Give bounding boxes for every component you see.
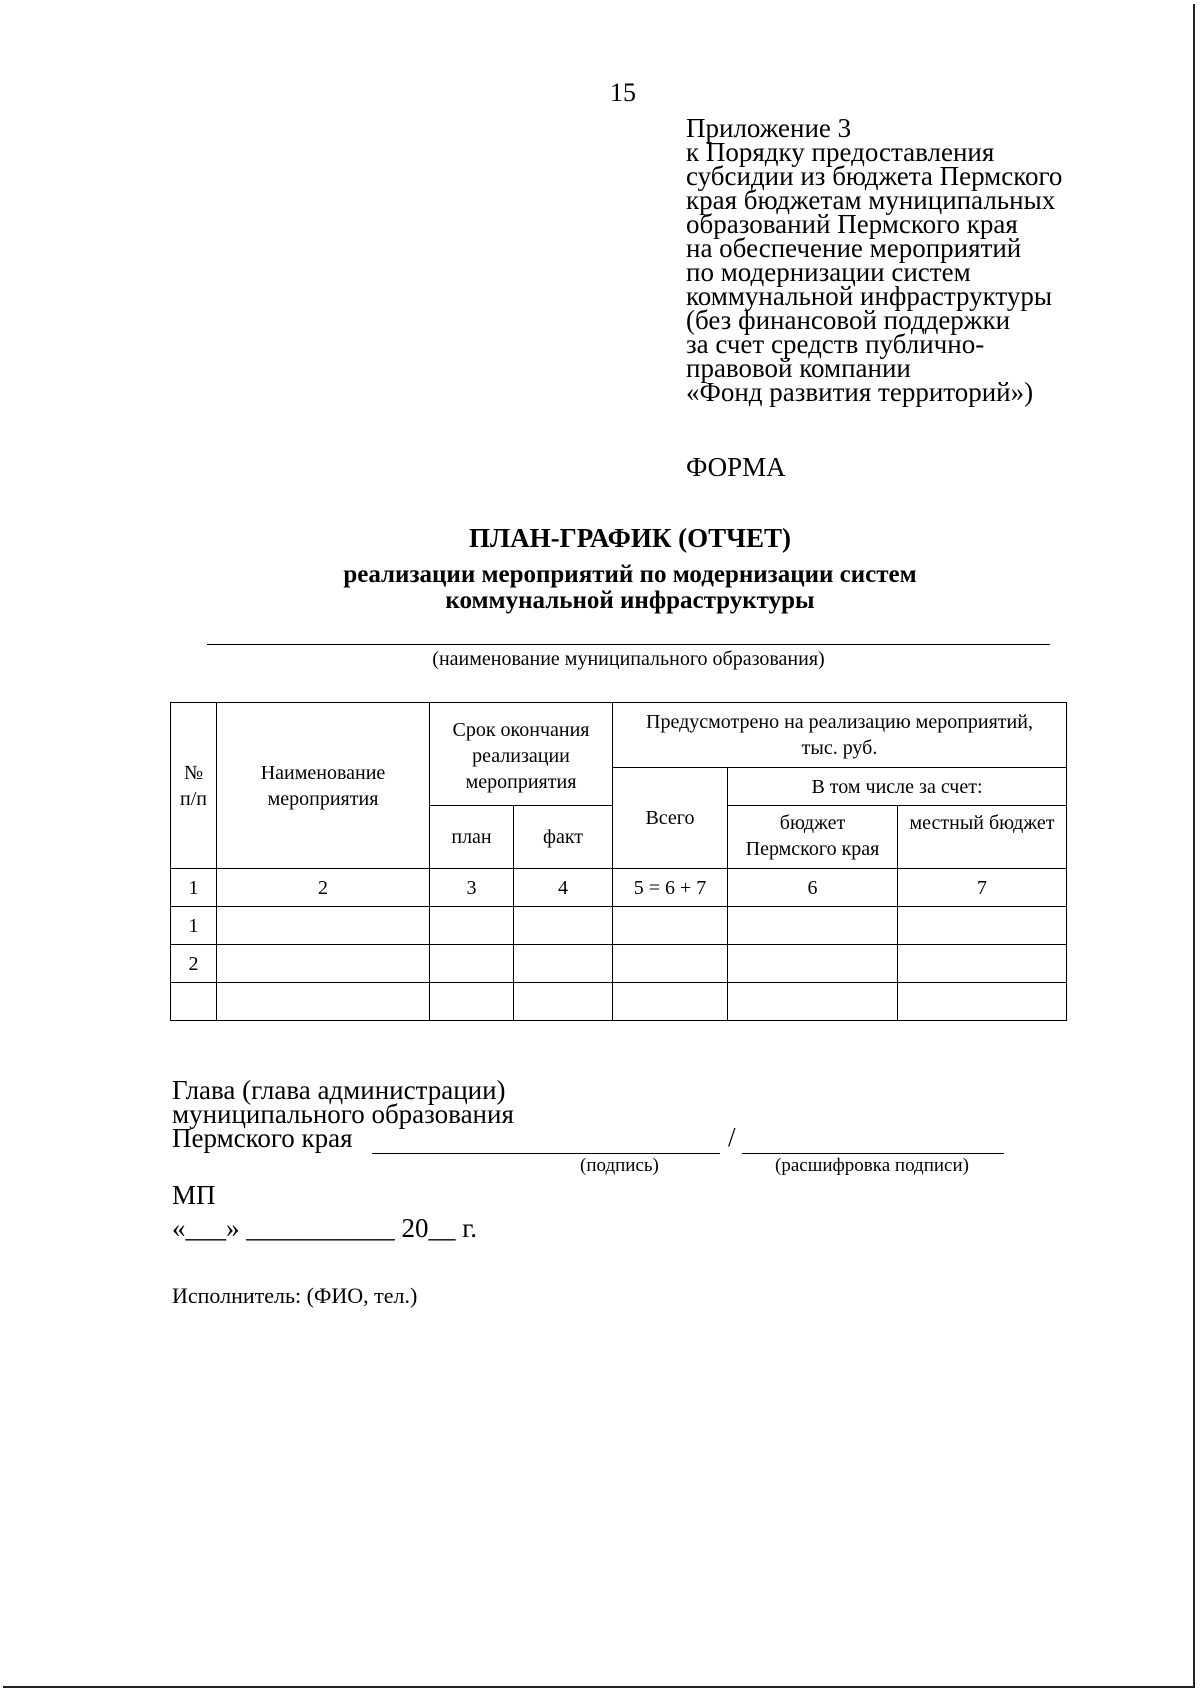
header-text: Наименование: [260, 761, 386, 784]
table-cell: [898, 983, 1067, 1021]
subtitle-line: реализации мероприятий по модернизации систем: [343, 561, 917, 588]
table-cell: [514, 907, 613, 945]
table-cell: [430, 983, 514, 1021]
date-line: «___» ___________ 20__ г.: [172, 1213, 478, 1243]
table-row: [171, 907, 1067, 945]
header-text: Пермского края: [745, 838, 880, 860]
appendix-line: «Фонд развития территорий»): [686, 377, 1034, 407]
table-cell: [217, 907, 430, 945]
header-plan: план: [430, 806, 514, 869]
table-cell: [514, 983, 613, 1021]
header-text: Срок окончания: [452, 719, 590, 741]
appendix-heading: [686, 113, 1063, 407]
page-number: 15: [610, 78, 636, 107]
signature-block: [172, 1075, 514, 1153]
table-cell: 5 = 6 + 7: [613, 869, 728, 907]
header-text: Предусмотрено на реализацию мероприятий,: [646, 711, 1033, 733]
appendix-line: правовой компании: [686, 353, 911, 383]
table-cell: 2: [217, 869, 430, 907]
seal-place-label: МП: [172, 1180, 216, 1210]
header-provided: [613, 703, 1067, 768]
header-text: тыс. руб.: [801, 737, 878, 759]
appendix-line: (без финансовой поддержки: [686, 305, 1011, 335]
appendix-line: на обеспечение мероприятий: [686, 233, 1022, 263]
header-text: реализации: [472, 745, 570, 767]
header-total: Всего: [613, 768, 728, 869]
table-cell: [171, 983, 217, 1021]
table-cell: [613, 983, 728, 1021]
table-cell: [728, 983, 898, 1021]
header-text: бюджет: [779, 812, 846, 834]
table-cell: [728, 907, 898, 945]
appendix-line: по модернизации систем: [686, 257, 971, 287]
header-text: п/п: [180, 787, 207, 810]
table-row: [171, 945, 1067, 983]
appendix-line: субсидии из бюджета Пермского: [686, 161, 1063, 191]
table-header-row: [171, 703, 1067, 768]
header-fact: факт: [514, 806, 613, 869]
table-cell: [613, 945, 728, 983]
table-cell: 4: [514, 869, 613, 907]
executor-line: Исполнитель: (ФИО, тел.): [172, 1283, 418, 1308]
header-local-budget: местный бюджет: [898, 806, 1067, 869]
signature-decode-fill-line: [742, 1153, 1004, 1154]
signature-caption: (подпись): [580, 1155, 659, 1176]
table-cell: [430, 907, 514, 945]
table-index-row: [171, 869, 1067, 907]
table-cell: [217, 983, 430, 1021]
table-cell: 1: [171, 869, 217, 907]
table-cell: [217, 945, 430, 983]
municipality-fill-line: [207, 644, 1050, 645]
document-title: ПЛАН-ГРАФИК (ОТЧЕТ): [469, 523, 791, 553]
appendix-line: к Порядку предоставления: [686, 137, 995, 167]
table-cell: 6: [728, 869, 898, 907]
header-text: №: [183, 761, 204, 784]
header-text: мероприятия: [465, 771, 577, 793]
signature-fill-line: [372, 1153, 720, 1154]
header-name: [217, 703, 430, 869]
plan-schedule-table: [170, 702, 1067, 1021]
header-deadline: [430, 703, 613, 806]
table-cell: 2: [171, 945, 217, 983]
table-cell: [898, 907, 1067, 945]
header-including: В том числе за счет:: [728, 768, 1067, 806]
table-cell: [613, 907, 728, 945]
municipality-caption: (наименование муниципального образования): [432, 648, 825, 670]
table-cell: [514, 945, 613, 983]
signature-title-line: муниципального образования: [172, 1099, 514, 1129]
table-cell: 1: [171, 907, 217, 945]
signature-decode-caption: (расшифровка подписи): [775, 1155, 969, 1176]
header-text: мероприятия: [267, 787, 379, 810]
appendix-line: образований Пермского края: [686, 209, 1018, 239]
header-regional-budget: [728, 806, 898, 869]
table-cell: [898, 945, 1067, 983]
table-cell: 3: [430, 869, 514, 907]
signature-title-line: Глава (глава администрации): [172, 1075, 506, 1105]
signature-title-line: Пермского края: [172, 1123, 353, 1153]
subtitle-line: коммунальной инфраструктуры: [445, 587, 815, 614]
appendix-line: коммунальной инфраструктуры: [686, 281, 1052, 311]
table-cell: [728, 945, 898, 983]
form-label: ФОРМА: [686, 452, 786, 482]
header-number: [171, 703, 217, 869]
signature-slash: /: [728, 1122, 736, 1152]
table-cell: 7: [898, 869, 1067, 907]
appendix-line: края бюджетам муниципальных: [686, 185, 1056, 215]
table-row: [171, 983, 1067, 1021]
appendix-line: Приложение 3: [686, 113, 852, 143]
document-subtitle: [0, 562, 1200, 614]
appendix-line: за счет средств публично-: [686, 329, 985, 359]
table-cell: [430, 945, 514, 983]
